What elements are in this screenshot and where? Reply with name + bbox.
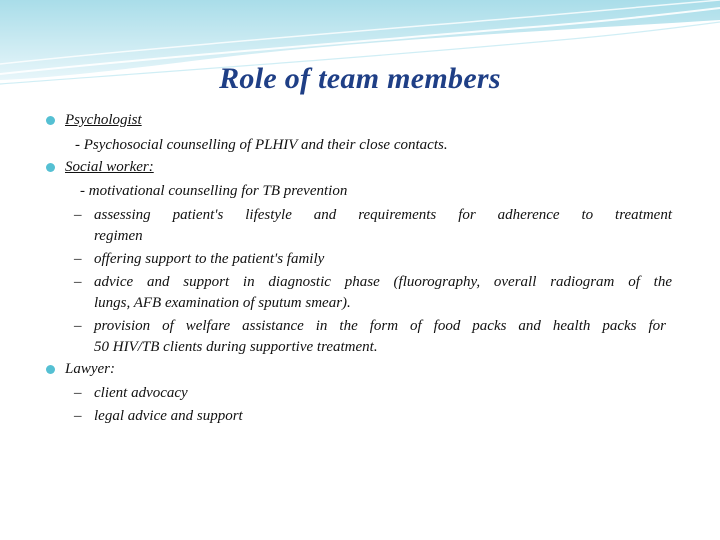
dash-icon: – <box>74 207 82 223</box>
social-worker-item-cont: lungs, AFB examination of sputum smear). <box>94 295 351 311</box>
section-heading-lawyer: Lawyer: <box>65 361 115 377</box>
section-heading-psychologist: Psychologist <box>65 112 142 128</box>
social-worker-item: assessing patient's lifestyle and requirements for adherence to treatment <box>94 207 672 223</box>
bullet-icon <box>46 116 55 125</box>
social-worker-item: advice and support in diagnostic phase (fluorography, overall radiogram of the <box>94 274 672 290</box>
lawyer-item: client advocacy <box>94 385 188 401</box>
dash-icon: – <box>74 251 82 267</box>
dash-icon: – <box>74 274 82 290</box>
psychologist-item: - Psychosocial counselling of PLHIV and their close contacts. <box>75 137 448 153</box>
dash-icon: – <box>74 385 82 401</box>
page-title: Role of team members <box>219 62 501 95</box>
dash-icon: – <box>74 408 82 424</box>
section-heading-social-worker: Social worker: <box>65 159 154 175</box>
bullet-icon <box>46 163 55 172</box>
dash-icon: – <box>74 318 82 334</box>
social-worker-item: provision of welfare assistance in the form of food packs and health packs for <box>94 318 666 334</box>
social-worker-intro: - motivational counselling for TB prevention <box>80 183 348 199</box>
social-worker-item: offering support to the patient's family <box>94 251 325 267</box>
bullet-icon <box>46 365 55 374</box>
social-worker-item-cont: 50 HIV/TB clients during supportive treatment. <box>94 339 378 355</box>
lawyer-item: legal advice and support <box>94 408 243 424</box>
social-worker-item-cont: regimen <box>94 228 143 244</box>
